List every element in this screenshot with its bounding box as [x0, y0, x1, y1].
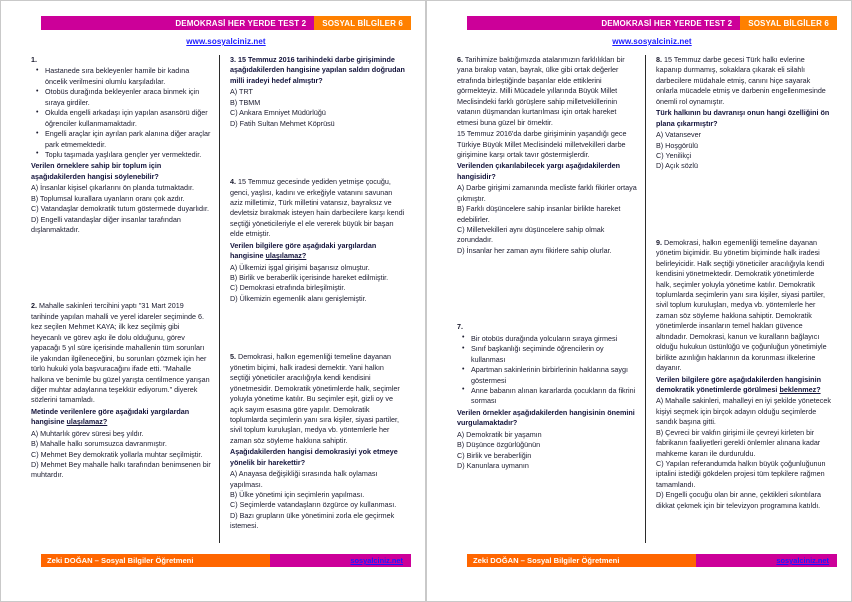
page-1-footer [41, 554, 411, 567]
question-4-stem [230, 177, 405, 240]
header-website-link[interactable]: www.sosyalciniz.net [612, 37, 692, 46]
list-item: • Hastanede sıra bekleyenler hamile bir kadına öncelik verilmesini olumlu karşıladılar. [45, 66, 211, 87]
header-test-title: DEMOKRASİ HER YERDE TEST 2 [467, 16, 740, 30]
question-3-option-d[interactable]: D) Fatih Sultan Mehmet Köprüsü [230, 118, 335, 128]
document-page-2 [426, 0, 852, 602]
question-1-option-d[interactable]: D) Engelli vatandaşlar diğer insanlar tarafından dışlanmaktadır. [31, 214, 181, 234]
page-2-header [467, 16, 837, 30]
question-5-stem-text: Demokrasi, halkın egemenliği temeline dayanan yönetim biçimi, halk iradesi demektir. Yani halkın seçtiği yöneticiler aracılığıyla kendi kendisini yönetmesidir. Demokratik yönetimlerde halk, seçimler yoluyla yönetime katılır. Bu seçimler eşit, gizli oy ve açık sayım esasına göre yapılır. Demokratik toplumlarda seçimlerin yanı sıra kişiler, siyasi partiler, sivil toplum kuruluşları, medya vb. yöntemlerle her zaman söz söyleme hakkına sahiptir. [230, 352, 400, 445]
question-4-option-c[interactable]: C) Demokrasi etrafında birleşilmiştir. [230, 283, 346, 293]
question-1-option-a[interactable]: A) İnsanlar kişisel çıkarlarını ön planda tutmaktadır. [31, 183, 194, 193]
question-2-number: 2. [31, 301, 37, 311]
question-3-option-a[interactable]: A) TRT [230, 87, 253, 97]
footer-website-link[interactable]: sosyalciniz.net [776, 556, 829, 565]
question-2-stem-text: Mahalle sakinleri tercihini yaptı "31 Mart 2019 tarihinde yapılan mahalli ve yerel idareler seçiminde 6. kez seçilen Mehmet KAYA; ilk kez seçilmiş gibi heyecanlı ve görev aşkı ile dolu olduğunu, görev yapacağı 5 yıl süre içerisinde mahallenin tüm sorunları ile yakından ilgileneceğini, bu sorunları çözmek için her türlü hukuki yola başvuracağını ifade etti. "Mahalle halkına ve benimle bu güzel yarışta centilmence yarışan diğer muhtar adaylarına teşekkür ediyorum." diyerek sözlerini tamamladı. [31, 301, 210, 405]
question-1-number: 1. [31, 55, 37, 64]
question-7-prompt: Verilen örnekler aşağıdakilerden hangisinin önemini vurgulamaktadır? [457, 407, 635, 428]
list-item: • Sınıf başkanlığı seçiminde öğrencilerin oy kullanması [471, 344, 637, 365]
question-4-prompt-underline: ulaşılamaz? [265, 251, 307, 261]
list-item: • Toplu taşımada yaşlılara gençler yer vermektedir. [45, 150, 211, 160]
question-7-option-d[interactable]: D) Kanunlara uymanın [457, 461, 529, 470]
question-7-option-a[interactable]: A) Demokratik bir yaşamın [457, 429, 542, 439]
page-2-column-1 [453, 55, 646, 543]
question-4 [230, 177, 405, 304]
page-2-footer [467, 554, 837, 567]
question-9-prompt-underline: beklenmez? [779, 384, 821, 394]
question-6-option-c[interactable]: C) Milletvekilleri aynı düşüncelere sahip olmak zorundadır. [457, 225, 605, 245]
question-7-option-b[interactable]: B) Düşünce özgürlüğünün [457, 440, 541, 450]
question-6-stem-2: 15 Temmuz 2016'da darbe girişiminin yaşandığı gece Türkiye Büyük Millet Meclisindeki milletvekilleri darbe girişimine karşı ortak tavır göstermişlerdir. [457, 129, 627, 159]
question-4-option-d[interactable]: D) Ülkemizin egemenlik alanı genişlemiştir. [230, 293, 367, 303]
question-8 [656, 55, 831, 172]
question-3-option-b[interactable]: B) TBMM [230, 97, 261, 107]
question-6-option-b[interactable]: B) Farklı düşüncelere sahip insanlar birlikte hareket edebilirler. [457, 204, 621, 224]
question-7-number: 7. [457, 322, 463, 332]
footer-website-link[interactable]: sosyalciniz.net [350, 556, 403, 565]
question-8-option-c[interactable]: C) Yenilikçi [656, 150, 692, 160]
question-8-option-d[interactable]: D) Açık sözlü [656, 161, 698, 171]
page-1-columns [27, 55, 413, 543]
page-header [41, 16, 411, 30]
question-9-stem-text: Demokrasi, halkın egemenliği temeline dayanan yönetim biçimidir. Bu yönetim biçiminde halk iradesi belirleyicidir. Halk seçtiği yöneticiler aracılığıyla kendi kendisini yönetmektedir. Demokratik yönetimlerde halk, seçimler yoluyla yönetime katılır. Demokratik toplumlarda seçimlerin yanı sıra kişiler, siyasi partiler, sivil toplum kuruluşları, medya vb. yöntemlerle her zaman söz söyleme hakkına sahiptir. Demokratik yönetimlerde insanların temel hakları güvence altındadır. Demokrasi, kanun ve kuralların bağlayıcı olduğu hukukun üstünlüğü ve çoğunluğun yönetimiyle birlikte azınlığın haklarının da korunması ilkelerine dayanır. [656, 237, 827, 373]
header-website-link[interactable]: www.sosyalciniz.net [186, 37, 266, 46]
question-5-prompt: Aşağıdakilerden hangisi demokrasiyi yok etmeye yönelik bir harekettir? [230, 447, 398, 467]
question-3-option-c[interactable]: C) Ankara Emniyet Müdürlüğü [230, 108, 326, 118]
footer-website-area [270, 554, 411, 567]
question-6-stem [457, 55, 637, 128]
question-2-prompt-text: Metinde verilenlere göre aşağıdaki yargılardan hangisine [31, 406, 190, 427]
page-1-column-1 [27, 55, 220, 543]
list-item: • Engelli araçlar için ayrılan park alanına diğer araçlar park etmemektedir. [45, 129, 211, 150]
question-6 [457, 55, 637, 256]
list-item: • Okulda engelli arkadaşı için yapılan asansörü diğer öğrenciler kullanmamaktadır. [45, 108, 211, 129]
question-2-option-c[interactable]: C) Mehmet Bey demokratik yollarla muhtar seçilmiştir. [31, 449, 203, 459]
question-9-number: 9. [656, 237, 662, 247]
page-2-header-website-row [467, 31, 837, 49]
question-8-stem-text: 15 Temmuz darbe gecesi Türk halkı evlerine kapanıp durmamış, sokaklara çıkarak eli silahlı darbecilere müdahale etmiş, canını hiçe sayarak onlarla mücadele etmiş ve darbenin engellenmesinde önemli rol oynamıştır. [656, 55, 826, 106]
question-5 [230, 352, 405, 531]
question-1-option-b[interactable]: B) Toplumsal kurallara uyanların oranı çok azdır. [31, 193, 185, 203]
question-9-option-b[interactable]: B) Çevreci bir vakfın girişimi ile çevreyi kirleten bir fabrikanın faaliyetleri gerekli önlemler alınana kadar mahkeme kararı ile durduruldu. [656, 427, 821, 458]
question-8-option-b[interactable]: B) Hoşgörülü [656, 140, 698, 150]
question-2-prompt [31, 407, 211, 428]
question-3 [230, 55, 405, 129]
question-3-stem-text: 15 Temmuz 2016 tarihindeki darbe girişiminde aşağıdakilerden hangisine yapılan saldırı doğrudan milli iradeyi hedef almıştır? [230, 55, 405, 85]
page-1-column-2 [220, 55, 413, 543]
question-1-prompt: Verilen örneklere sahip bir toplum için aşağıdakilerden hangisi söylenebilir? [31, 161, 162, 181]
question-9-option-d[interactable]: D) Engelli çocuğu olan bir anne, çektikleri sıkıntılara dikkat çekmek için bir televizyon programına katıldı. [656, 490, 821, 510]
question-8-prompt: Türk halkının bu davranışı onun hangi özelliğini ön plana çıkarmıştır? [656, 108, 830, 128]
header-test-title: DEMOKRASİ HER YERDE TEST 2 [41, 16, 314, 30]
list-item: • Bir otobüs durağında yolcuların sıraya girmesi [471, 334, 637, 344]
question-6-option-a[interactable]: A) Darbe girişimi zamanında mecliste farklı fikirler ortaya çıkmıştır. [457, 183, 637, 203]
question-7-option-c[interactable]: C) Birlik ve beraberliğin [457, 450, 532, 460]
question-6-prompt: Verilenden çıkarılabilecek yargı aşağıdakilerden hangisidir? [457, 161, 621, 181]
question-1-option-c[interactable]: C) Vatandaşlar demokratik tutum göstermede duyarlıdır. [31, 204, 210, 214]
header-website-row [41, 31, 411, 49]
question-9-option-c[interactable]: C) Yapılan referandumda halkın büyük çoğunluğunun iptalini istediği gökdelen projesi tüm tepkilere rağmen tamamlandı. [656, 459, 826, 489]
question-5-number: 5. [230, 352, 236, 362]
question-6-number: 6. [457, 55, 463, 64]
list-item: • Apartman sakinlerinin birbirlerinin haklarına saygı göstermesi [471, 365, 637, 386]
question-8-number: 8. [656, 55, 662, 64]
question-2-prompt-underline: ulaşılamaz? [66, 417, 108, 427]
question-5-option-c[interactable]: C) Seçimlerde vatandaşların özgürce oy kullanması. [230, 500, 397, 510]
question-2-option-b[interactable]: B) Mahalle halkı sorumsuzca davranmıştır. [31, 439, 167, 449]
question-5-option-d[interactable]: D) Bazı grupların ülke yönetimini zorla ele geçirmek istemesi. [230, 510, 395, 531]
list-item: • Otobüs durağında bekleyenler araca binmek için sıraya girdiler. [45, 87, 211, 108]
question-7 [457, 322, 637, 471]
list-item: • Anne babanın alınan kararlarda çocukların da fikrini sorması [471, 386, 637, 407]
question-7-bullets [457, 334, 637, 407]
question-6-option-d[interactable]: D) İnsanlar her zaman aynı fikirlere sahip olurlar. [457, 245, 612, 255]
footer-website-area [696, 554, 837, 567]
question-4-prompt-text: Verilen bilgilere göre aşağıdaki yargılardan hangisine [230, 240, 377, 261]
question-2-option-d[interactable]: D) Mehmet Bey mahalle halkı tarafından benimsenen bir muhtardır. [31, 460, 211, 480]
footer-author: Zeki DOĞAN – Sosyal Bilgiler Öğretmeni [467, 554, 696, 567]
question-4-option-b[interactable]: B) Birlik ve beraberlik içerisinde hareket edilmiştir. [230, 273, 389, 282]
question-1 [31, 55, 211, 235]
question-2-option-a[interactable]: A) Muhtarlık görev süresi beş yıldır. [31, 428, 144, 438]
question-9 [656, 238, 831, 511]
question-8-stem [656, 55, 831, 107]
page-2-columns [453, 55, 839, 543]
header-subject-badge: SOSYAL BİLGİLER 6 [314, 16, 411, 30]
question-9-stem [656, 238, 831, 374]
question-2 [31, 301, 211, 480]
question-9-prompt-text: Verilen bilgilere göre aşağıdakilerden hangisinin demokratik yönetimlerde görülmesi [656, 374, 821, 394]
question-3-stem [230, 55, 405, 86]
question-2-stem [31, 301, 211, 405]
question-4-number: 4. [230, 177, 236, 187]
question-1-bullets [31, 66, 211, 160]
question-9-option-a[interactable]: A) Mahalle sakinleri, mahalleyi en iyi şekilde yönetecek kişiyi seçmek için birçok adayın olduğu seçimlerde sandık başına gitti. [656, 396, 831, 427]
question-6-stem-text: Tarihimize baktığımızda atalarımızın farklılıkları bir yana bırakıp vatan, bayrak, ülke gibi ortak değerler etrafında birleştiğinde başarılar elde ettiklerini görmekteyiz. Milli Mücadele yıllarında Büyük Millet Meclisindeki farklı görüşlere sahip milletvekillerinin vatanın düşmandan kurtarılması için ortak hareket etmesi buna güzel bir örnektir. [457, 55, 625, 127]
question-4-stem-text: 15 Temmuz gecesinde yediden yetmişe çocuğu, genci, yaşlısı, kadını ve erkeğiyle vatanını savunan aziz milletimiz, Türk milletini vatansız, bayraksız ve devletsiz bırakmak isteyen hain darbecilere karşı kendi seçtiği yöneticileriyle el ele vererek büyük bir başarı elde etmiştir. [230, 177, 405, 239]
question-8-option-a[interactable]: A) Vatansever [656, 130, 702, 140]
header-subject-badge: SOSYAL BİLGİLER 6 [740, 16, 837, 30]
page-2-column-2 [646, 55, 839, 543]
footer-author: Zeki DOĞAN – Sosyal Bilgiler Öğretmeni [41, 554, 270, 567]
question-4-option-a[interactable]: A) Ülkemizi işgal girişimi başarısız olmuştur. [230, 262, 370, 272]
question-5-option-a[interactable]: A) Anayasa değişikliği sırasında halk oylaması yapılması. [230, 469, 378, 489]
question-4-prompt [230, 241, 405, 262]
question-5-stem [230, 352, 405, 446]
question-5-option-b[interactable]: B) Ülke yönetimi için seçimlerin yapılması. [230, 490, 365, 499]
question-3-number: 3. [230, 55, 236, 64]
question-9-prompt [656, 375, 831, 396]
